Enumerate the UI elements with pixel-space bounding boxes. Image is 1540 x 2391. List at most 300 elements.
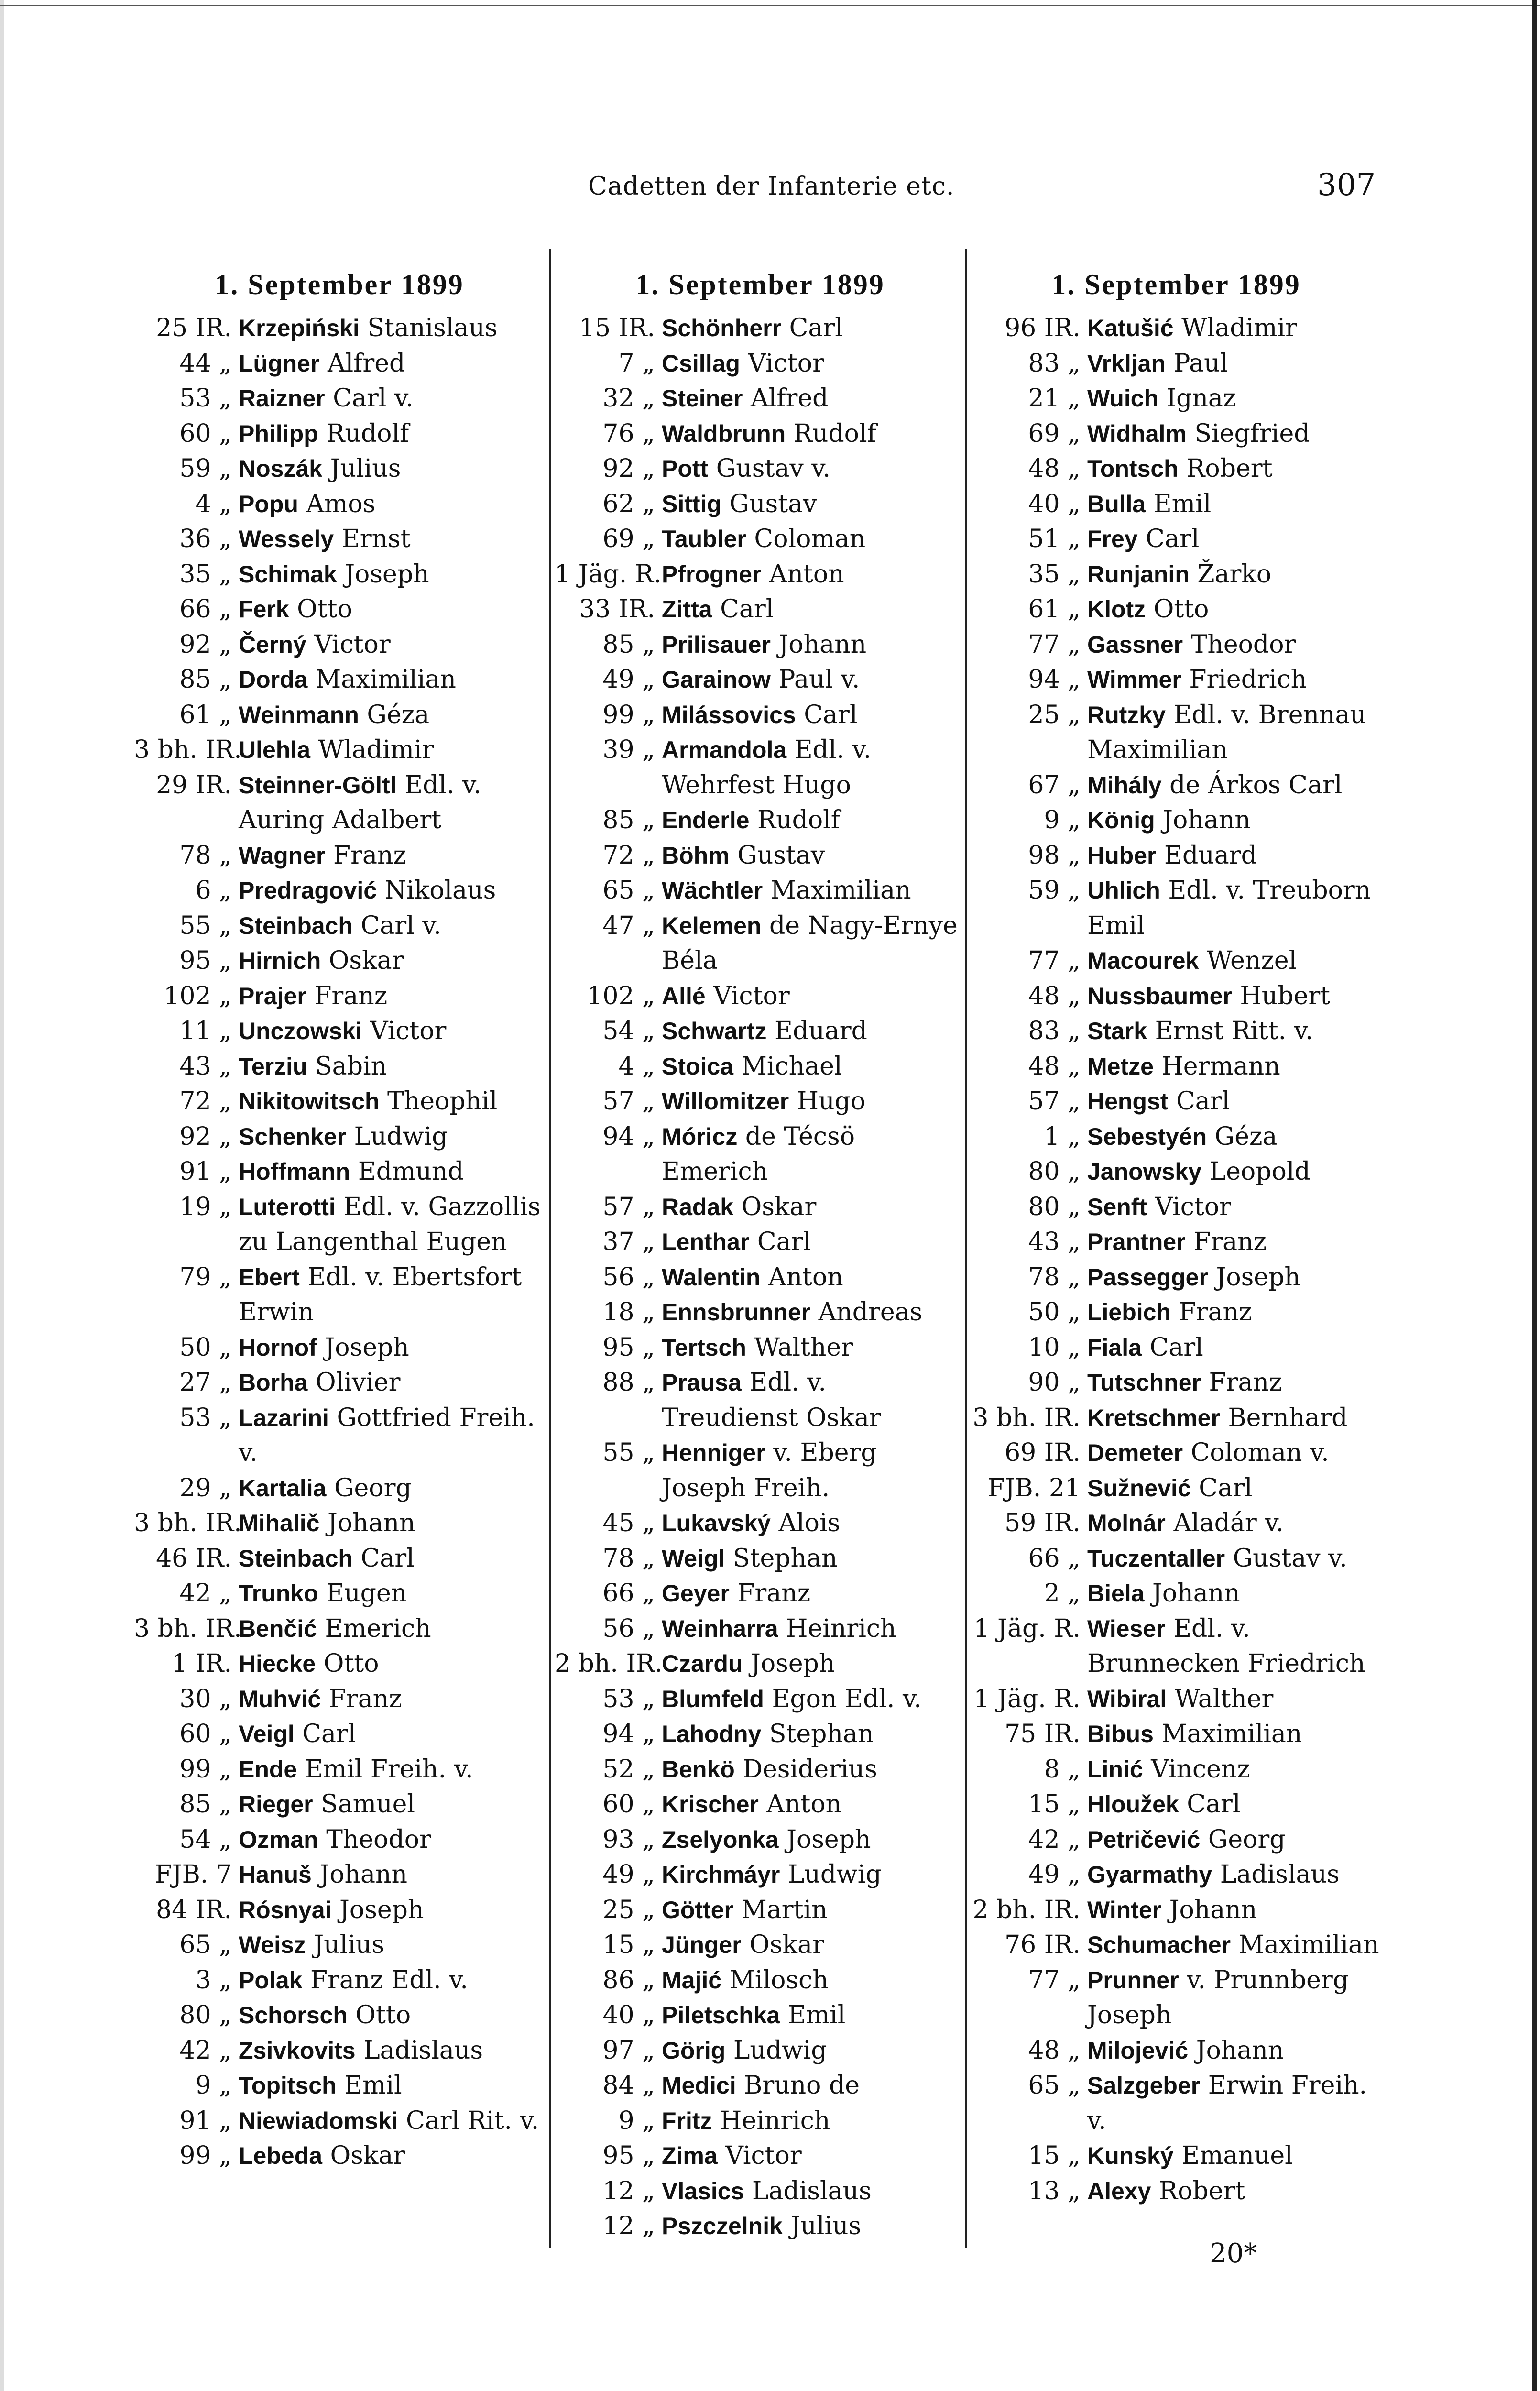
given-name: Victor [713,981,790,1010]
cadet-name [232,1576,545,1612]
surname: Luterotti [239,1193,336,1220]
surname: Wuich [1087,385,1159,412]
surname: Runjanin [1087,560,1190,588]
list-item [555,2068,966,2104]
list-item [134,627,545,663]
cadet-name [232,1330,545,1366]
given-name: Oskar [330,2141,405,2170]
surname: König [1087,807,1155,834]
regiment-number: 85 „ [179,1790,232,1819]
list-item [555,1612,966,1647]
cadet-name [1081,592,1382,627]
given-name: Carl [1187,1790,1241,1819]
given-name: Paul v. [778,665,860,694]
regiment-number: 67 „ [1028,770,1081,800]
given-name: Aladár v. [1173,1509,1284,1537]
given-name: Johann [1169,1895,1257,1924]
given-name: Anton [766,1790,842,1819]
given-name: Wladimir [1181,314,1297,342]
given-name: Theophil [387,1087,498,1116]
surname: Vlasics [662,2177,744,2205]
regiment-number: 25 „ [602,1895,655,1924]
list-item [134,1717,545,1752]
given-name: Carl [1146,525,1200,553]
regiment-number: 35 „ [179,559,232,589]
surname: Gassner [1087,631,1183,658]
regiment-number: 4 „ [195,489,232,518]
regiment-number: 47 „ [602,911,655,940]
given-name: Maximilian [1161,1720,1302,1748]
surname: Trunko [239,1580,318,1607]
regiment-number: 12 „ [602,2212,655,2240]
surname: Schorsch [239,2002,348,2029]
regiment-number: 80 „ [1028,1192,1081,1221]
given-name: Gottfried Freih. v. [239,1403,535,1467]
cadet-name [1081,1963,1382,2033]
regiment-number: 85 „ [602,630,655,659]
surname: Ferk [239,596,289,623]
surname: Ozman [239,1826,318,1853]
given-name: Walther [754,1333,853,1362]
regiment-number: 92 „ [602,454,655,483]
regiment-number: 4 „ [618,1052,655,1081]
list-item [971,1436,1382,1471]
given-name: Oskar [741,1192,817,1221]
surname: Weigl [662,1545,725,1572]
cadet-name [655,1682,966,1717]
cadet-name [655,451,966,487]
list-item [134,1752,545,1788]
cadet-name [232,1154,545,1190]
regiment-number: 79 „ [179,1262,232,1292]
regiment-number: 99 „ [602,700,655,729]
surname: Philipp [239,420,318,447]
cadet-name [1081,1471,1382,1506]
regiment-number: 10 „ [1028,1333,1081,1362]
cadet-name [232,1963,545,1998]
regiment-number: 83 „ [1028,1017,1081,1045]
given-name: Joseph [786,1825,871,1854]
list-item [555,1119,966,1190]
surname: Mihály [1087,771,1162,799]
list-item [134,1822,545,1858]
regiment-number: 61 „ [179,700,232,729]
surname: Fritz [662,2107,712,2134]
list-item [555,311,966,346]
list-item [555,1295,966,1330]
regiment-number: 53 „ [602,1684,655,1713]
given-name: Oskar [749,1930,824,1959]
regiment-number: FJB. 21 [987,1473,1081,1503]
list-item [134,487,545,522]
given-name: Hugo [797,1087,866,1116]
cadet-name [1081,1506,1382,1541]
list-item [555,1365,966,1436]
surname: Lügner [239,350,320,377]
list-item [971,346,1382,382]
regiment-number: 99 „ [179,1755,232,1784]
cadet-name [232,1752,545,1788]
surname: Muhvić [239,1685,321,1712]
given-name: Anton [768,1262,843,1292]
given-name: Oskar [328,946,404,975]
cadet-name [232,1365,545,1401]
surname: Salzgeber [1087,2072,1201,2099]
list-item [555,838,966,874]
list-item [134,381,545,417]
regiment-number: 95 „ [179,946,232,975]
given-name: Franz [1179,1298,1252,1327]
cadet-name [232,979,545,1014]
list-item [971,311,1382,346]
list-item [971,1928,1382,1963]
cadet-name [655,662,966,698]
cadet-name [232,1612,545,1647]
list-item [971,1471,1382,1506]
list-item [134,943,545,979]
surname: Görig [662,2037,726,2064]
surname: Ende [239,1755,297,1783]
list-item [134,698,545,733]
cadet-name [232,487,545,522]
list-item [971,2174,1382,2209]
cadet-name [1081,1682,1382,1717]
surname: Lebeda [239,2142,323,2169]
regiment-number: 92 „ [179,1122,232,1151]
surname: Pott [662,455,709,482]
given-name: v. Eberg Joseph Freih. [662,1438,877,1503]
regiment-number: 76 „ [602,419,655,448]
cadet-name [1081,1612,1382,1682]
given-name: Johann [1163,806,1251,834]
regiment-number: 94 „ [1028,665,1081,694]
list-item [134,522,545,557]
cadet-name [232,1506,545,1541]
list-item [555,2104,966,2139]
regiment-number: 3 bh. IR. [972,1403,1081,1432]
list-item [555,592,966,627]
surname: Jünger [662,1931,742,1958]
given-name: Hubert [1240,981,1331,1010]
surname: Kunský [1087,2142,1174,2169]
cadet-name [655,1014,966,1049]
surname: Milojević [1087,2037,1189,2064]
regiment-number: 57 „ [1028,1087,1081,1116]
surname: Taubler [662,526,746,552]
given-name: Coloman v. [1190,1438,1329,1467]
cadet-name [655,1998,966,2033]
regiment-number: 66 „ [602,1579,655,1608]
given-name: Walther [1174,1684,1274,1713]
given-name: Franz [328,1684,402,1713]
surname: Gyarmathy [1087,1861,1212,1888]
cadet-name [655,2104,966,2139]
list-item [134,1190,545,1260]
surname: Zima [662,2142,718,2169]
list-item [555,662,966,698]
surname: Winter [1087,1896,1162,1923]
surname: Lenthar [662,1228,750,1255]
given-name: Julius [314,1930,385,1959]
given-name: v. Prunnberg Joseph [1087,1965,1349,2029]
given-name: Carl v. [360,911,442,940]
regiment-number: 3 bh. IR. [134,1614,242,1643]
surname: Dorda [239,666,308,693]
surname: Lukavský [662,1510,771,1536]
given-name: Olivier [316,1368,401,1397]
given-name: Theodor [1190,630,1296,659]
given-name: Emanuel [1181,2141,1293,2170]
list-item [971,2068,1382,2139]
list-item [971,1401,1382,1436]
cadet-name [232,1401,545,1471]
cadet-name [232,909,545,944]
surname: Borha [239,1369,308,1396]
list-item [971,1857,1382,1893]
given-name: Michael [741,1052,842,1081]
given-name: Bruno de [744,2071,860,2100]
cadet-name [232,627,545,663]
cadet-name [232,1646,545,1682]
surname: Schumacher [1087,1931,1231,1958]
list-item [971,979,1382,1014]
given-name: Victor [370,1017,447,1045]
list-item [555,1822,966,1858]
given-name: Georg [334,1473,412,1503]
regiment-number: 3 bh. IR. [134,1509,242,1537]
regiment-number: 75 IR. [1005,1720,1081,1748]
given-name: Andreas [818,1298,923,1327]
list-item [134,1787,545,1822]
surname: Hanuš [239,1861,312,1888]
given-name: Stephan [769,1720,874,1748]
cadet-name [655,873,966,909]
cadet-name [1081,346,1382,382]
list-item [134,1401,545,1471]
list-item [971,381,1382,417]
list-item [134,1541,545,1577]
surname: Katušić [1087,315,1174,341]
page-number: 307 [1317,167,1376,203]
cadet-name [655,1893,966,1928]
regiment-number: 36 „ [179,525,232,553]
given-name: Gustav [737,841,825,870]
list-item [555,1084,966,1119]
regiment-number: 2 „ [1044,1579,1081,1608]
list-item [971,1154,1382,1190]
given-name: Gustav v. [716,454,830,483]
given-name: Emil [787,2001,846,2029]
surname: Niewiadomski [239,2107,398,2134]
cadet-name [232,346,545,382]
given-name: Géza [367,700,430,729]
list-item [555,1646,966,1682]
cadet-name [1081,1330,1382,1366]
regiment-number: 84 IR. [156,1895,232,1924]
cadet-name [655,1190,966,1225]
given-name: Joseph [345,559,429,589]
regiment-number: 1 Jäg. R. [555,559,662,589]
column-divider [965,249,967,2248]
regiment-number: 13 „ [1028,2176,1081,2205]
surname: Czardu [662,1650,743,1677]
regiment-number: 86 „ [602,1965,655,1995]
cadet-name [655,1260,966,1295]
list-item [555,1928,966,1963]
cadet-name [1081,311,1382,346]
given-name: Ludwig [733,2036,827,2065]
surname: Steinner-Göltl [239,771,397,799]
surname: Zitta [662,596,712,623]
column-2 [555,258,966,2244]
regiment-number: 40 „ [1028,489,1081,518]
given-name: Julius [790,2212,862,2240]
regiment-number: 2 bh. IR. [972,1895,1081,1924]
surname: Predragović [239,877,377,904]
list-item [555,2174,966,2209]
surname: Lazarini [239,1404,329,1431]
regiment-number: 15 „ [1028,1790,1081,1819]
cadet-name [232,2104,545,2139]
regiment-number: 56 „ [602,1614,655,1643]
regiment-number: 37 „ [602,1228,655,1256]
list-item [971,487,1382,522]
list-item [971,1506,1382,1541]
list-item [971,1893,1382,1928]
regiment-number: 69 IR. [1005,1438,1081,1467]
cadet-name [1081,873,1382,943]
cadet-name [655,2174,966,2209]
cadet-name [655,803,966,838]
list-item [971,1260,1382,1295]
cadet-name [232,662,545,698]
scan-edge-right [1532,0,1537,2391]
surname: Kretschmer [1087,1404,1220,1431]
regiment-number: 45 „ [602,1509,655,1537]
regiment-number: 85 „ [179,665,232,694]
regiment-number: 39 „ [602,735,655,764]
given-name: Rudolf [326,419,409,448]
list-item [555,627,966,663]
given-name: de Técsö Emerich [662,1122,855,1186]
regiment-number: 59 „ [1028,876,1081,905]
list-item [134,451,545,487]
list-item [134,1330,545,1366]
cadet-name [1081,1401,1382,1436]
surname: Ulehla [239,736,311,763]
cadet-name [655,627,966,663]
surname: Wieser [1087,1615,1166,1642]
surname: Hiecke [239,1650,316,1677]
regiment-number: 15 IR. [579,314,655,342]
given-name: Stanislaus [367,314,498,342]
list-item [555,417,966,452]
cadet-name [1081,1822,1382,1858]
cadet-name [655,1576,966,1612]
list-item [971,1752,1382,1788]
given-name: Carl [720,595,774,624]
regiment-number: 94 „ [602,1122,655,1151]
list-item [555,1436,966,1506]
cadet-name [232,838,545,874]
regiment-number: 15 „ [602,1930,655,1959]
surname: Tutschner [1087,1369,1201,1396]
given-name: Egon Edl. v. [772,1684,922,1713]
list-item [134,873,545,909]
surname: Unczowski [239,1018,362,1044]
list-item [134,1260,545,1330]
regiment-number: 90 „ [1028,1368,1081,1397]
given-name: Paul [1173,349,1228,378]
surname: Petričević [1087,1826,1201,1853]
surname: Medici [662,2072,736,2099]
given-name: Bernhard [1228,1403,1348,1432]
surname: Fiala [1087,1334,1142,1361]
regiment-number: 1 Jäg. R. [973,1614,1081,1643]
running-title: Cadetten der Infanterie etc. [588,172,955,201]
given-name: Franz [314,981,388,1010]
list-item [555,557,966,592]
given-name: Victor [725,2141,802,2170]
cadet-name [232,733,545,768]
surname: Wächtler [662,877,763,904]
regiment-number: 96 IR. [1005,314,1081,342]
regiment-number: 78 „ [179,841,232,870]
regiment-number: 53 „ [179,1403,232,1432]
list-item [134,592,545,627]
surname: Zselyonka [662,1826,779,1853]
cadet-name [1081,2139,1382,2174]
list-item [134,2068,545,2104]
list-item [134,1506,545,1541]
cadet-name [1081,768,1382,803]
surname: Frey [1087,526,1138,552]
given-name: Joseph [751,1649,835,1678]
regiment-number: 2 bh. IR. [555,1649,663,1678]
regiment-number: 25 „ [1028,700,1081,729]
list-item [134,1014,545,1049]
given-name: Martin [741,1895,828,1924]
list-item [555,873,966,909]
list-item [134,1682,545,1717]
surname: Veigl [239,1721,295,1747]
surname: Weinharra [662,1615,778,1642]
regiment-number: 21 „ [1028,384,1081,413]
regiment-number: 102 „ [164,981,232,1010]
list-item [555,909,966,979]
cadet-name [1081,1436,1382,1471]
regiment-number: 66 „ [1028,1544,1081,1573]
regiment-number: 77 „ [1028,630,1081,659]
given-name: Carl [1176,1087,1230,1116]
cadet-name [1081,1049,1382,1085]
given-name: Ernst Ritt. v. [1155,1017,1313,1045]
scan-edge-top [0,5,1540,6]
regiment-number: 99 „ [179,2141,232,2170]
regiment-number: 57 „ [602,1087,655,1116]
given-name: Edmund [358,1157,464,1186]
given-name: Carl [789,314,843,342]
regiment-number: 84 „ [602,2071,655,2100]
surname: Topitsch [239,2072,337,2099]
list-item [555,2033,966,2069]
surname: Terziu [239,1053,307,1080]
list-item [971,1049,1382,1085]
surname: Prunner [1087,1966,1179,1994]
given-name: Samuel [321,1790,415,1819]
given-name: Carl [1149,1333,1203,1362]
regiment-number: 19 „ [179,1192,232,1221]
